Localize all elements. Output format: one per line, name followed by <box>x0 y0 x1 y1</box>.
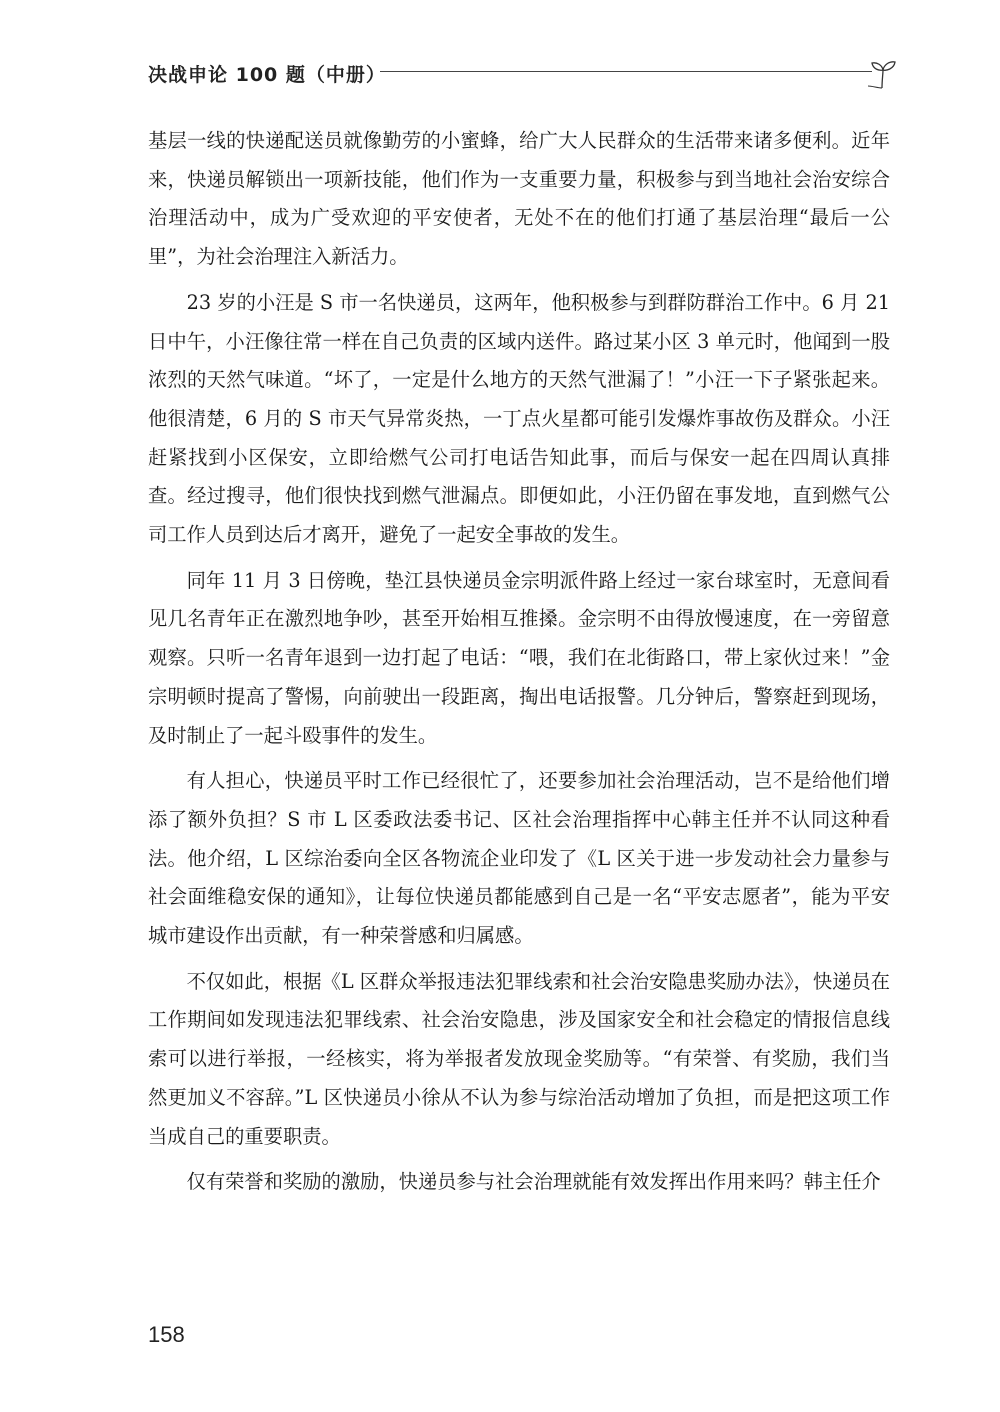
header-divider <box>380 71 872 72</box>
paragraph-3: 同年 11 月 3 日傍晚，垫江县快递员金宗明派件路上经过一家台球室时，无意间看见几名青年正在激烈地争吵，甚至开始相互推搡。金宗明不由得放慢速度，在一旁留意观察。只听一名青年退到一边打起了电话：“喂，我们在北街路口，带上家伙过来！”金宗明顿时提高了警惕，向前驶出一段距离，掏出电话报警。几分钟后，警察赶到现场，及时制止了一起斗殴事件的发生。 <box>148 568 890 747</box>
paragraph-4: 有人担心，快递员平时工作已经很忙了，还要参加社会治理活动，岂不是给他们增添了额外负担？S 市 L 区委政法委书记、区社会治理指挥中心韩主任并不认同这种看法。他介绍，L 区综治委向全区各物流企业印发了《L 区关于进一步发动社会力量参与社会面维稳安保的通知》，让每位快递员都能感到自己是一名“平安志愿者”，能为平安城市建设作出贡献，有一种荣誉感和归属感。 <box>148 769 890 948</box>
header-title: 决战申论 100 题（中册） <box>148 64 386 86</box>
page-number: 158 <box>148 1322 185 1347</box>
running-header <box>148 56 898 92</box>
paragraph-5: 不仅如此，根据《L 区群众举报违法犯罪线索和社会治安隐患奖励办法》，快递员在工作期间如发现违法犯罪线索、社会治安隐患，涉及国家安全和社会稳定的情报信息线索可以进行举报，一经核实，将为举报者发放现金奖励等。“有荣誉、有奖励，我们当然更加义不容辞。”L 区快递员小徐从不认为参与综治活动增加了负担，而是把这项工作当成自己的重要职责。 <box>148 969 891 1148</box>
paragraph-2: 23 岁的小汪是 S 市一名快递员，这两年，他积极参与到群防群治工作中。6 月 21 日中午，小汪像往常一样在自己负责的区域内送件。路过某小区 3 单元时，他闻到一股浓烈的天然气味道。“坏了，一定是什么地方的天然气泄漏了！”小汪一下子紧张起来。他很清楚，6 月的 S 市天气异常炎热，一丁点火星都可能引发爆炸事故伤及群众。小汪赶紧找到小区保安，立即给燃气公司打电话告知此事，而后与保安一起在四周认真排查。经过搜寻，他们很快找到燃气泄漏点。即便如此，小汪仍留在事发地，直到燃气公司工作人员到达后才离开，避免了一起安全事故的发生。 <box>148 290 890 547</box>
paragraph-1: 基层一线的快递配送员就像勤劳的小蜜蜂，给广大人民群众的生活带来诸多便利。近年来，快递员解锁出一项新技能，他们作为一支重要力量，积极参与到当地社会治安综合治理活动中，成为广受欢迎的平安使者，无处不在的他们打通了基层治理“最后一公里”，为社会治理注入新活力。 <box>148 129 890 269</box>
sprout-icon <box>868 56 898 90</box>
body-text <box>148 122 890 1209</box>
paragraph-6: 仅有荣誉和奖励的激励，快递员参与社会治理就能有效发挥出作用来吗？韩主任介 <box>186 1170 881 1194</box>
